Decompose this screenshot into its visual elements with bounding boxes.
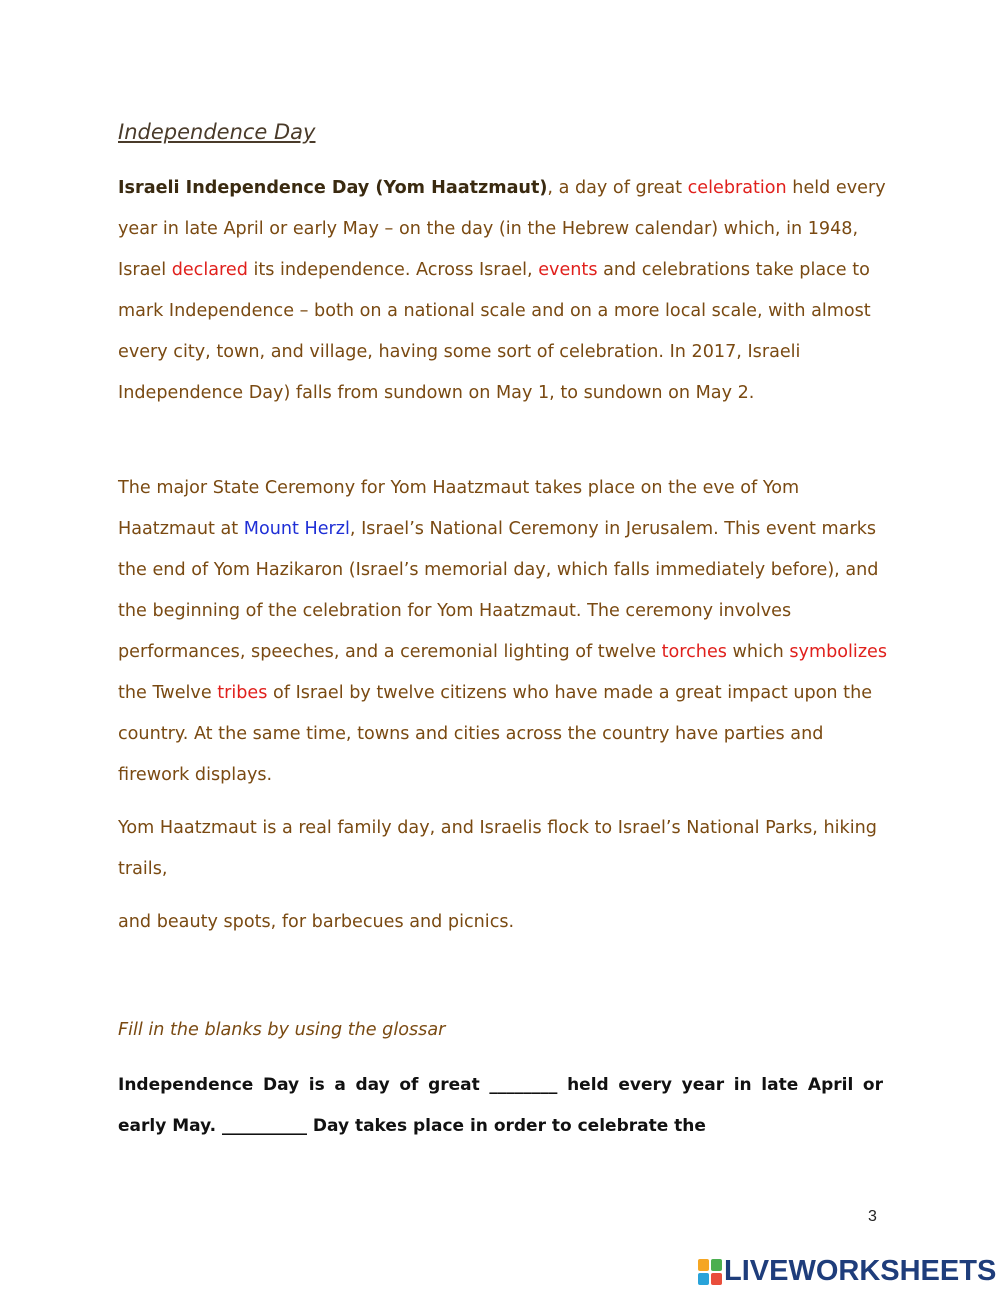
liveworksheets-logo-icon <box>698 1259 722 1285</box>
text-segment: and celebrations take place to mark Independence – both on a national scale and on a more local scale, with almost every city, town, and village, having some sort of celebration. In 2017, Israeli Independence Day) falls from sundown on May 1, to sundown on May 2. <box>118 260 871 403</box>
exercise-instruction: Fill in the blanks by using the glossar <box>118 1020 446 1040</box>
highlighted-word-celebration: celebration <box>687 178 787 198</box>
blank-field-2[interactable]: __________ <box>221 1116 307 1136</box>
text-segment: its independence. Across Israel, <box>247 260 539 280</box>
highlighted-word-events: events <box>538 260 598 280</box>
logo-block <box>711 1259 722 1271</box>
logo-block <box>711 1273 722 1285</box>
logo-block <box>698 1273 709 1285</box>
exercise-text: Day takes place in order to celebrate the <box>306 1116 706 1136</box>
text-segment: which <box>726 642 790 662</box>
highlighted-word-declared: declared <box>171 260 248 280</box>
text-segment: The major State Ceremony for Yom Haatzmaut takes place on the eve of Yom Haatzmaut at <box>118 478 800 539</box>
paragraph-beauty-spots: and beauty spots, for barbecues and picnics. <box>118 912 515 932</box>
logo-block <box>698 1259 709 1271</box>
paragraph-ceremony <box>118 468 888 796</box>
text-segment: , Israel’s National Ceremony in Jerusalem. This event marks the end of Yom Hazikaron (Israel’s memorial day, which falls immediately before), and the beginning of the celebration for Yom Haatzmaut. The ceremony involves performances, speeches, and a ceremonial lighting of twelve <box>118 519 879 662</box>
text-segment: , a day of great <box>547 178 688 198</box>
text-segment: of Israel by twelve citizens who have made a great impact upon the country. At the same time, towns and cities across the country have parties and firework displays. <box>118 683 873 785</box>
brand-name: LIVEWORKSHEETS <box>724 1255 997 1287</box>
page-number: 3 <box>868 1208 877 1225</box>
text-segment: the Twelve <box>118 683 218 703</box>
paragraph-family-day: Yom Haatzmaut is a real family day, and Israelis flock to Israel’s National Parks, hiking trails, <box>118 818 877 879</box>
highlighted-word-torches: torches <box>661 642 727 662</box>
exercise-text: Independence Day is a day of great <box>118 1075 490 1095</box>
liveworksheets-footer <box>698 1255 996 1288</box>
highlighted-word-symbolizes: symbolizes <box>789 642 888 662</box>
paragraph-intro <box>118 168 888 414</box>
page-title: Independence Day <box>118 120 316 144</box>
paragraph-lead: Israeli Independence Day (Yom Haatzmaut) <box>118 178 548 198</box>
highlighted-word-mount-herzl: Mount Herzl <box>243 519 350 539</box>
highlighted-word-tribes: tribes <box>217 683 268 703</box>
fill-in-exercise <box>118 1065 883 1147</box>
blank-field-1[interactable]: ________ <box>489 1075 558 1095</box>
exercise-text: held every year in late April or early May. <box>118 1075 883 1136</box>
text-segment: held every year in late April or early May – on the day (in the Hebrew calendar) which, in 1948, Israel <box>118 178 886 280</box>
